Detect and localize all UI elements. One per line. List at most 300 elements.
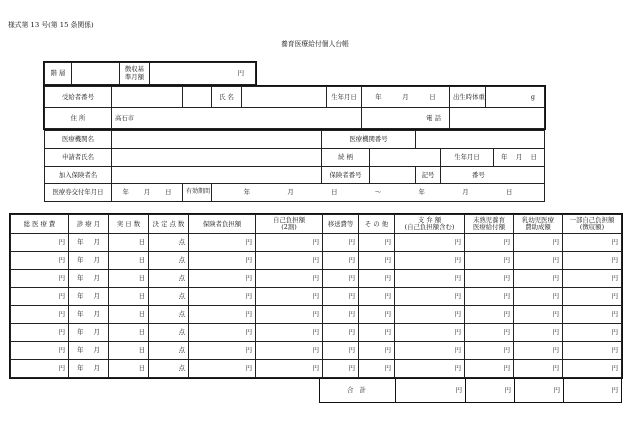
applicant-name-label: 申請者氏名 (45, 148, 112, 166)
cell-insurer-burden[interactable] (189, 342, 256, 360)
unit-yen: 円 (611, 256, 618, 265)
valid-to-month-unit: 月 (462, 188, 469, 197)
cell-other[interactable] (359, 252, 395, 270)
cell-actual-days[interactable] (109, 234, 149, 252)
header-payment-line2: (自己負担額含む) (404, 223, 455, 231)
unit-yen: 円 (552, 274, 559, 283)
ledger-row (11, 234, 622, 252)
cell-self-burden[interactable] (256, 252, 323, 270)
levy-base-yen-unit: 円 (237, 69, 244, 78)
unit-month: 月 (93, 364, 100, 373)
cell-infant[interactable] (514, 360, 563, 378)
symbol-label: 記号 (416, 166, 441, 184)
unit-point: 点 (178, 310, 185, 319)
recipient-number-label: 受給者番号 (45, 87, 112, 108)
cell-points[interactable] (149, 270, 189, 288)
header-other: そ の 他 (359, 215, 395, 234)
unit-point: 点 (178, 328, 185, 337)
unit-point: 点 (178, 256, 185, 265)
gram-unit: g (530, 92, 535, 101)
unit-month: 月 (93, 346, 100, 355)
cell-payment[interactable] (395, 342, 465, 360)
unit-month: 月 (93, 292, 100, 301)
applicant-birth-day-unit: 日 (530, 152, 537, 161)
cell-other[interactable] (359, 270, 395, 288)
ticket-issue-date-value[interactable] (112, 184, 183, 202)
ledger-row (11, 270, 622, 288)
sum-table (319, 378, 622, 403)
unit-yen: 円 (312, 274, 319, 283)
cell-premature[interactable] (465, 288, 514, 306)
unit-yen: 円 (312, 292, 319, 301)
unit-month: 月 (93, 328, 100, 337)
cell-premature[interactable] (465, 360, 514, 378)
ledger-row (11, 288, 622, 306)
cell-infant[interactable] (514, 342, 563, 360)
unit-yen: 円 (245, 256, 252, 265)
cell-payment[interactable] (395, 360, 465, 378)
unit-yen: 円 (552, 292, 559, 301)
number-label: 番号 (472, 170, 485, 179)
cell-total-medical[interactable] (11, 324, 69, 342)
cell-transport[interactable] (323, 270, 359, 288)
phone-label: 電 話 (362, 108, 450, 129)
unit-year: 年 (77, 310, 84, 319)
header-partial-line1: 一部自己負担額 (569, 216, 615, 225)
name-label: 氏 名 (212, 87, 242, 108)
unit-yen: 円 (58, 274, 65, 283)
unit-point: 点 (178, 238, 185, 247)
insurer-number-label: 保険者番号 (322, 166, 370, 184)
unit-yen: 円 (58, 364, 65, 373)
unit-yen: 円 (245, 292, 252, 301)
issue-day-unit: 日 (165, 188, 172, 197)
cell-infant[interactable] (514, 288, 563, 306)
cell-other[interactable] (359, 360, 395, 378)
cell-self-burden[interactable] (256, 342, 323, 360)
unit-yen: 円 (348, 256, 355, 265)
valid-to-day-unit: 日 (505, 188, 513, 197)
cell-infant[interactable] (514, 324, 563, 342)
unit-yen: 円 (503, 274, 510, 283)
cell-total-medical[interactable] (11, 252, 69, 270)
header-actual-days: 実 日 数 (109, 215, 149, 234)
cell-treatment-month[interactable] (69, 252, 109, 270)
unit-year: 年 (77, 274, 84, 283)
unit-yen: 円 (312, 328, 319, 337)
unit-yen: 円 (245, 274, 252, 283)
cell-points[interactable] (149, 324, 189, 342)
valid-from-month-unit: 月 (287, 188, 294, 197)
cell-actual-days[interactable] (109, 252, 149, 270)
form-number-label: 様式第 13 号(第 15 条関係) (8, 21, 94, 29)
cell-infant[interactable] (514, 306, 563, 324)
cell-actual-days[interactable] (109, 342, 149, 360)
valid-period-value[interactable] (212, 184, 545, 202)
cell-payment[interactable] (395, 306, 465, 324)
unit-yen: 円 (611, 310, 618, 319)
unit-yen: 円 (503, 364, 510, 373)
cell-treatment-month[interactable] (69, 324, 109, 342)
cell-total-medical[interactable] (11, 360, 69, 378)
header-transport: 移送費等 (323, 215, 359, 234)
unit-point: 点 (178, 292, 185, 301)
patient-box (44, 86, 545, 129)
unit-yen: 円 (611, 328, 618, 337)
unit-yen: 円 (552, 346, 559, 355)
valid-from-year-unit: 年 (243, 188, 251, 197)
applicant-birth-month-unit: 月 (515, 152, 523, 161)
unit-yen: 円 (503, 310, 510, 319)
cell-insurer-burden[interactable] (189, 288, 256, 306)
phone-value[interactable] (450, 108, 545, 129)
unit-yen: 円 (348, 364, 355, 373)
unit-point: 点 (178, 274, 185, 283)
applicant-birth-value[interactable] (494, 148, 545, 166)
unit-year: 年 (77, 364, 84, 373)
birth-date-label: 生年月日 (327, 87, 362, 108)
cell-transport[interactable] (323, 288, 359, 306)
header-self-burden (256, 215, 323, 234)
sum-infant[interactable] (515, 379, 564, 403)
applicant-name-value[interactable] (112, 148, 322, 166)
ticket-issue-date-label: 医療券交付年月日 (45, 184, 112, 202)
unit-day: 日 (138, 238, 145, 247)
birth-day-unit: 日 (429, 92, 436, 101)
cell-points[interactable] (149, 342, 189, 360)
unit-yen: 円 (58, 310, 65, 319)
header-points: 決 定 点 数 (149, 215, 189, 234)
header-infant (514, 215, 563, 234)
unit-yen: 円 (611, 346, 618, 355)
cell-infant[interactable] (514, 252, 563, 270)
header-infant-line2: 費助成額 (525, 223, 551, 231)
header-treatment-month: 診 療 月 (69, 215, 109, 234)
cell-insurer-burden[interactable] (189, 360, 256, 378)
cell-other[interactable] (359, 288, 395, 306)
unit-yen: 円 (611, 292, 618, 301)
cell-actual-days[interactable] (109, 270, 149, 288)
birth-weight-label: 出生時体重 (450, 87, 486, 108)
cell-premature[interactable] (465, 270, 514, 288)
unit-day: 日 (138, 328, 145, 337)
unit-yen: 円 (503, 238, 510, 247)
valid-from-day-unit: 日 (331, 188, 338, 197)
cell-infant[interactable] (514, 234, 563, 252)
level-label: 階 層 (45, 63, 72, 85)
unit-yen: 円 (384, 238, 391, 247)
cell-payment[interactable] (395, 234, 465, 252)
sum-partial[interactable] (564, 379, 622, 403)
cell-self-burden[interactable] (256, 360, 323, 378)
unit-yen: 円 (245, 328, 252, 337)
applicant-birth-label: 生年月日 (441, 148, 494, 166)
insurance-name-label: 加入保険者名 (45, 166, 112, 184)
unit-day: 日 (138, 274, 145, 283)
institution-name-value[interactable] (112, 131, 322, 149)
cell-premature[interactable] (465, 306, 514, 324)
unit-yen: 円 (454, 256, 461, 265)
cell-other[interactable] (359, 234, 395, 252)
unit-yen: 円 (58, 238, 65, 247)
valid-to-year-unit: 年 (418, 188, 425, 197)
unit-yen: 円 (384, 310, 391, 319)
cell-transport[interactable] (323, 306, 359, 324)
levy-base-label-line1: 徴収基 (124, 65, 145, 74)
unit-yen: 円 (348, 328, 355, 337)
cell-partial[interactable] (563, 360, 622, 378)
unit-yen: 円 (454, 346, 461, 355)
ledger-table (10, 214, 622, 378)
insurance-name-value[interactable] (112, 166, 322, 184)
unit-day: 日 (138, 364, 145, 373)
level-value[interactable] (72, 63, 120, 85)
ledger-row (11, 342, 622, 360)
unit-yen: 円 (454, 364, 461, 373)
unit-yen: 円 (384, 364, 391, 373)
sum-premature[interactable] (466, 379, 515, 403)
sum-payment-yen: 円 (455, 386, 462, 395)
sum-infant-yen: 円 (553, 386, 560, 395)
unit-yen: 円 (348, 346, 355, 355)
cell-transport[interactable] (323, 324, 359, 342)
cell-payment[interactable] (395, 288, 465, 306)
unit-yen: 円 (348, 310, 355, 319)
address-label: 住 所 (45, 108, 112, 129)
unit-yen: 円 (312, 364, 319, 373)
cell-treatment-month[interactable] (69, 288, 109, 306)
unit-month: 月 (93, 238, 100, 247)
relation-label: 続 柄 (322, 148, 370, 166)
spacer-cell (183, 87, 212, 108)
unit-day: 日 (138, 310, 145, 319)
cell-partial[interactable] (563, 342, 622, 360)
unit-day: 日 (138, 256, 145, 265)
unit-month: 月 (93, 274, 100, 283)
symbol-number-value[interactable] (441, 166, 545, 184)
valid-period-label: 有効期間 (183, 184, 212, 202)
cell-total-medical[interactable] (11, 342, 69, 360)
header-insurer-burden: 保険者負担額 (189, 215, 256, 234)
cell-insurer-burden[interactable] (189, 324, 256, 342)
cell-partial[interactable] (563, 270, 622, 288)
cell-partial[interactable] (563, 306, 622, 324)
unit-yen: 円 (384, 346, 391, 355)
cell-insurer-burden[interactable] (189, 252, 256, 270)
unit-yen: 円 (384, 256, 391, 265)
cell-treatment-month[interactable] (69, 306, 109, 324)
ledger-row (11, 306, 622, 324)
unit-yen: 円 (503, 292, 510, 301)
unit-year: 年 (77, 346, 84, 355)
unit-yen: 円 (384, 328, 391, 337)
institution-number-value[interactable] (416, 131, 545, 149)
unit-month: 月 (93, 256, 100, 265)
cell-partial[interactable] (563, 252, 622, 270)
unit-year: 年 (77, 238, 84, 247)
cell-self-burden[interactable] (256, 234, 323, 252)
cell-other[interactable] (359, 342, 395, 360)
cell-other[interactable] (359, 324, 395, 342)
header-partial-line2: (徴収額) (579, 223, 605, 231)
birth-weight-value[interactable] (486, 87, 545, 108)
unit-yen: 円 (454, 274, 461, 283)
unit-year: 年 (77, 256, 84, 265)
birth-year-unit: 年 (375, 92, 382, 101)
cell-partial[interactable] (563, 324, 622, 342)
institution-number-label: 医療機関番号 (322, 131, 416, 149)
unit-point: 点 (178, 346, 185, 355)
unit-yen: 円 (58, 346, 65, 355)
cell-points[interactable] (149, 252, 189, 270)
levy-base-value[interactable] (150, 63, 256, 85)
cell-self-burden[interactable] (256, 306, 323, 324)
cell-actual-days[interactable] (109, 324, 149, 342)
unit-yen: 円 (552, 364, 559, 373)
cell-total-medical[interactable] (11, 288, 69, 306)
cell-total-medical[interactable] (11, 270, 69, 288)
insurer-number-value[interactable] (370, 166, 416, 184)
cell-actual-days[interactable] (109, 360, 149, 378)
cell-self-burden[interactable] (256, 324, 323, 342)
cell-partial[interactable] (563, 234, 622, 252)
valid-tilde: 〜 (374, 188, 382, 197)
cell-self-burden[interactable] (256, 288, 323, 306)
unit-yen: 円 (348, 292, 355, 301)
institution-name-label: 医療機関名 (45, 131, 112, 149)
levy-box (44, 62, 256, 85)
cell-total-medical[interactable] (11, 306, 69, 324)
ledger-row (11, 360, 622, 378)
unit-yen: 円 (611, 364, 618, 373)
cell-self-burden[interactable] (256, 270, 323, 288)
cell-insurer-burden[interactable] (189, 270, 256, 288)
document-title: 養育医療給付個人台帳 (281, 40, 349, 48)
unit-yen: 円 (552, 310, 559, 319)
unit-year: 年 (77, 292, 84, 301)
header-self-burden-line2: (2割) (281, 223, 297, 231)
sum-premature-yen: 円 (504, 386, 511, 395)
cell-points[interactable] (149, 306, 189, 324)
unit-yen: 円 (503, 328, 510, 337)
unit-yen: 円 (312, 310, 319, 319)
cell-transport[interactable] (323, 360, 359, 378)
cell-other[interactable] (359, 306, 395, 324)
cell-points[interactable] (149, 288, 189, 306)
cell-transport[interactable] (323, 234, 359, 252)
details-table (44, 130, 545, 202)
unit-yen: 円 (552, 328, 559, 337)
cell-transport[interactable] (323, 252, 359, 270)
header-partial (563, 215, 622, 234)
issue-month-unit: 月 (143, 188, 151, 197)
cell-total-medical[interactable] (11, 234, 69, 252)
unit-yen: 円 (245, 238, 252, 247)
sum-label: 合 計 (320, 379, 396, 403)
cell-premature[interactable] (465, 324, 514, 342)
cell-infant[interactable] (514, 270, 563, 288)
unit-yen: 円 (503, 256, 510, 265)
cell-treatment-month[interactable] (69, 234, 109, 252)
unit-yen: 円 (312, 256, 319, 265)
ledger-row (11, 324, 622, 342)
unit-yen: 円 (312, 346, 319, 355)
sum-payment[interactable] (396, 379, 466, 403)
unit-yen: 円 (245, 310, 252, 319)
birth-month-unit: 月 (402, 92, 409, 101)
header-premature-line2: 医療給付額 (473, 223, 505, 231)
cell-payment[interactable] (395, 324, 465, 342)
birth-date-value[interactable] (362, 87, 450, 108)
cell-insurer-burden[interactable] (189, 234, 256, 252)
cell-premature[interactable] (465, 252, 514, 270)
levy-base-label-line2: 準月額 (124, 72, 145, 81)
header-infant-line1: 乳幼児医療 (522, 216, 554, 225)
unit-yen: 円 (454, 238, 461, 247)
cell-treatment-month[interactable] (69, 342, 109, 360)
ledger-row (11, 252, 622, 270)
unit-yen: 円 (454, 328, 461, 337)
levy-base-label (120, 63, 150, 85)
cell-premature[interactable] (465, 234, 514, 252)
cell-premature[interactable] (465, 342, 514, 360)
cell-treatment-month[interactable] (69, 360, 109, 378)
unit-yen: 円 (384, 274, 391, 283)
unit-month: 月 (93, 310, 100, 319)
cell-points[interactable] (149, 234, 189, 252)
applicant-birth-year-unit: 年 (501, 152, 508, 161)
unit-yen: 円 (245, 364, 252, 373)
unit-year: 年 (77, 328, 84, 337)
unit-yen: 円 (312, 238, 319, 247)
header-payment (395, 215, 465, 234)
unit-yen: 円 (611, 238, 618, 247)
unit-yen: 円 (552, 256, 559, 265)
header-total-medical: 総 医 療 費 (11, 215, 69, 234)
cell-transport[interactable] (323, 342, 359, 360)
cell-payment[interactable] (395, 270, 465, 288)
unit-yen: 円 (58, 256, 65, 265)
cell-insurer-burden[interactable] (189, 306, 256, 324)
unit-yen: 円 (454, 310, 461, 319)
recipient-number-value[interactable] (112, 87, 183, 108)
cell-partial[interactable] (563, 288, 622, 306)
unit-yen: 円 (348, 274, 355, 283)
cell-actual-days[interactable] (109, 306, 149, 324)
cell-actual-days[interactable] (109, 288, 149, 306)
header-payment-line1: 支 弁 額 (417, 216, 442, 225)
cell-payment[interactable] (395, 252, 465, 270)
header-self-burden-line1: 自己負担額 (273, 216, 305, 225)
cell-points[interactable] (149, 360, 189, 378)
header-premature-line1: 未熟児養育 (473, 216, 505, 225)
name-value[interactable] (242, 87, 327, 108)
unit-yen: 円 (552, 238, 559, 247)
unit-yen: 円 (58, 292, 65, 301)
address-value[interactable]: 高石市 (112, 108, 362, 129)
unit-yen: 円 (503, 346, 510, 355)
unit-day: 日 (138, 346, 145, 355)
unit-yen: 円 (58, 328, 65, 337)
unit-yen: 円 (348, 238, 355, 247)
relation-value[interactable] (370, 148, 441, 166)
unit-yen: 円 (611, 274, 618, 283)
cell-treatment-month[interactable] (69, 270, 109, 288)
unit-yen: 円 (384, 292, 391, 301)
unit-point: 点 (178, 364, 185, 373)
unit-yen: 円 (454, 292, 461, 301)
unit-day: 日 (138, 292, 145, 301)
